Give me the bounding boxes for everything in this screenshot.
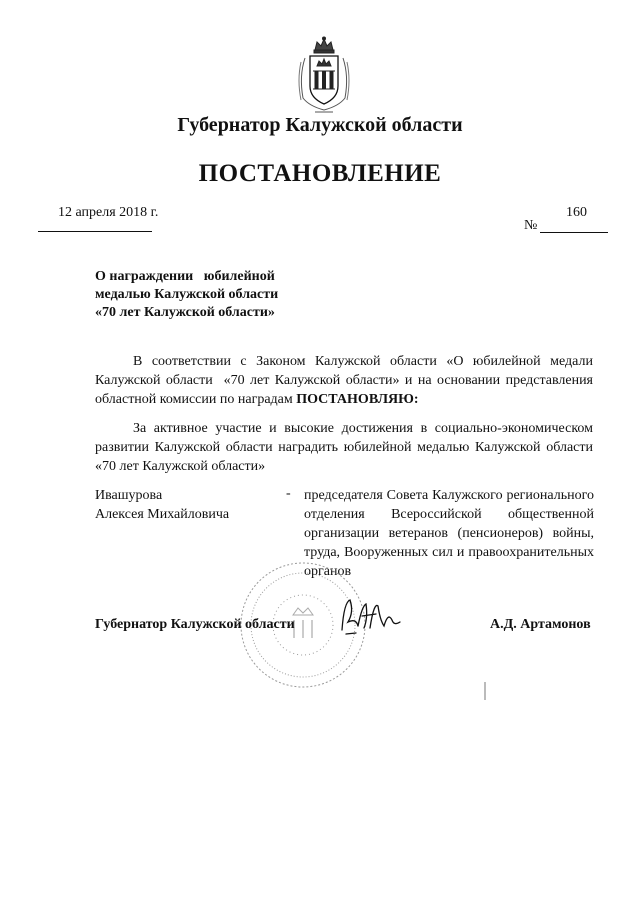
subject-line: медалью Калужской области <box>95 287 279 302</box>
document-type: ПОСТАНОВЛЕНИЕ <box>198 160 442 187</box>
decision-paragraph <box>95 419 593 476</box>
preamble-text: В соответствии с Законом Калужской области «О юбилейной медали Калужской области «70 лет Калужской области» и на основании представления областной комиссии по наградам <box>95 354 597 407</box>
awardee-position: председателя Совета Калужского регионального отделения Всероссийской общественной организации ветеранов (пенсионеров) войны, труда, Вооруженных сил и правоохранительных органов <box>304 488 594 579</box>
resolve-word: ПОСТАНОВЛЯЮ: <box>296 392 419 407</box>
awardee-surname: Ивашурова <box>95 488 163 503</box>
signature-icon <box>336 592 406 640</box>
decision-text: За активное участие и высокие достижения в социально-экономическом развитии Калужской области наградить юбилейной медалью Калужской области «70 лет Калужской области» <box>95 421 593 474</box>
signatory-role: Губернатор Калужской области <box>95 617 295 632</box>
document-date: 12 апреля 2018 г. <box>58 205 159 220</box>
subject-line: «70 лет Калужской области» <box>95 305 275 320</box>
preamble-paragraph <box>95 352 597 409</box>
number-underline <box>540 232 608 233</box>
number-sign: № <box>524 218 538 233</box>
document-number: 160 <box>566 205 587 220</box>
subject-line: О награждении юбилейной <box>95 269 275 284</box>
awardee-given-names: Алексея Михайловича <box>95 507 230 522</box>
signatory-name: А.Д. Артамонов <box>490 617 591 632</box>
date-underline <box>38 231 152 232</box>
awardee-name <box>95 486 265 524</box>
issuer-title: Губернатор Калужской области <box>177 114 463 136</box>
awardee-dash: - <box>286 486 291 501</box>
document-subject <box>95 268 315 322</box>
margin-mark <box>484 682 486 700</box>
coat-of-arms-icon <box>295 36 353 114</box>
